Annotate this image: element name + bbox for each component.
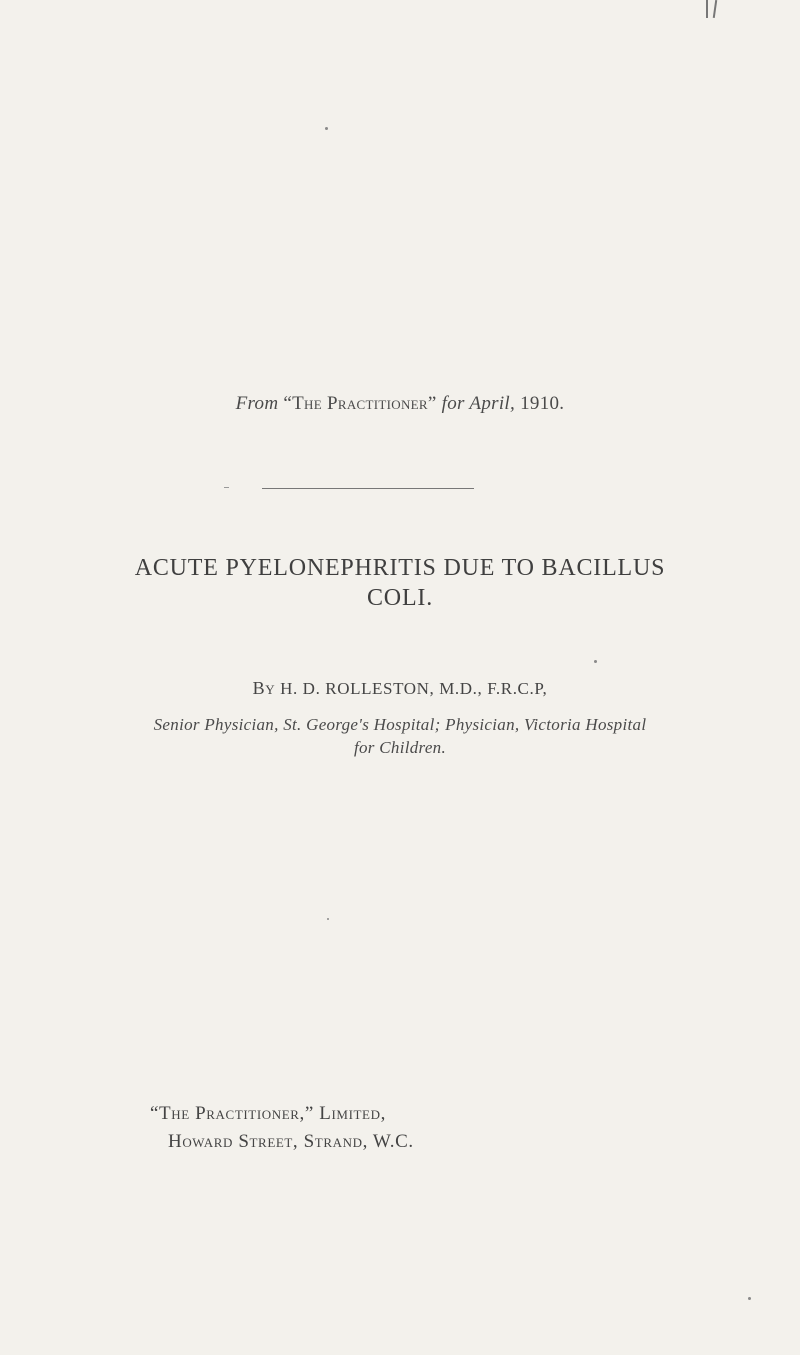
edge-mark (706, 0, 708, 18)
divider-rule (262, 488, 474, 489)
publisher-line-2: Howard Street, Strand, W.C. (168, 1131, 414, 1152)
author-affiliation (0, 713, 800, 759)
paper-speck (594, 660, 597, 663)
article-title (0, 553, 800, 613)
from-prefix: From (235, 393, 279, 414)
title-line-1: ACUTE PYELONEPHRITIS DUE TO BACILLUS (134, 555, 666, 581)
author-name: H. D. ROLLESTON, M.D., F.R.C.P, (280, 679, 548, 698)
title-line-2: COLI. (367, 585, 433, 611)
source-line (0, 393, 800, 415)
by-label: By (252, 678, 276, 698)
publisher-imprint (150, 1100, 414, 1156)
journal-name: “The Practitioner” (283, 393, 437, 414)
paper-speck (325, 127, 328, 130)
rule-dot (224, 487, 229, 488)
affiliation-line-1: Senior Physician, St. George's Hospital; Physician, Victoria Hospital (153, 715, 647, 734)
affiliation-line-2: for Children. (353, 738, 447, 757)
paper-speck (748, 1297, 751, 1300)
edge-mark (713, 0, 717, 18)
author-line (0, 678, 800, 699)
paper-speck (327, 918, 329, 920)
issue-year: 1910. (520, 393, 565, 414)
publisher-line-1: “The Practitioner,” Limited, (150, 1103, 386, 1124)
issue-date: for April, (441, 393, 516, 414)
